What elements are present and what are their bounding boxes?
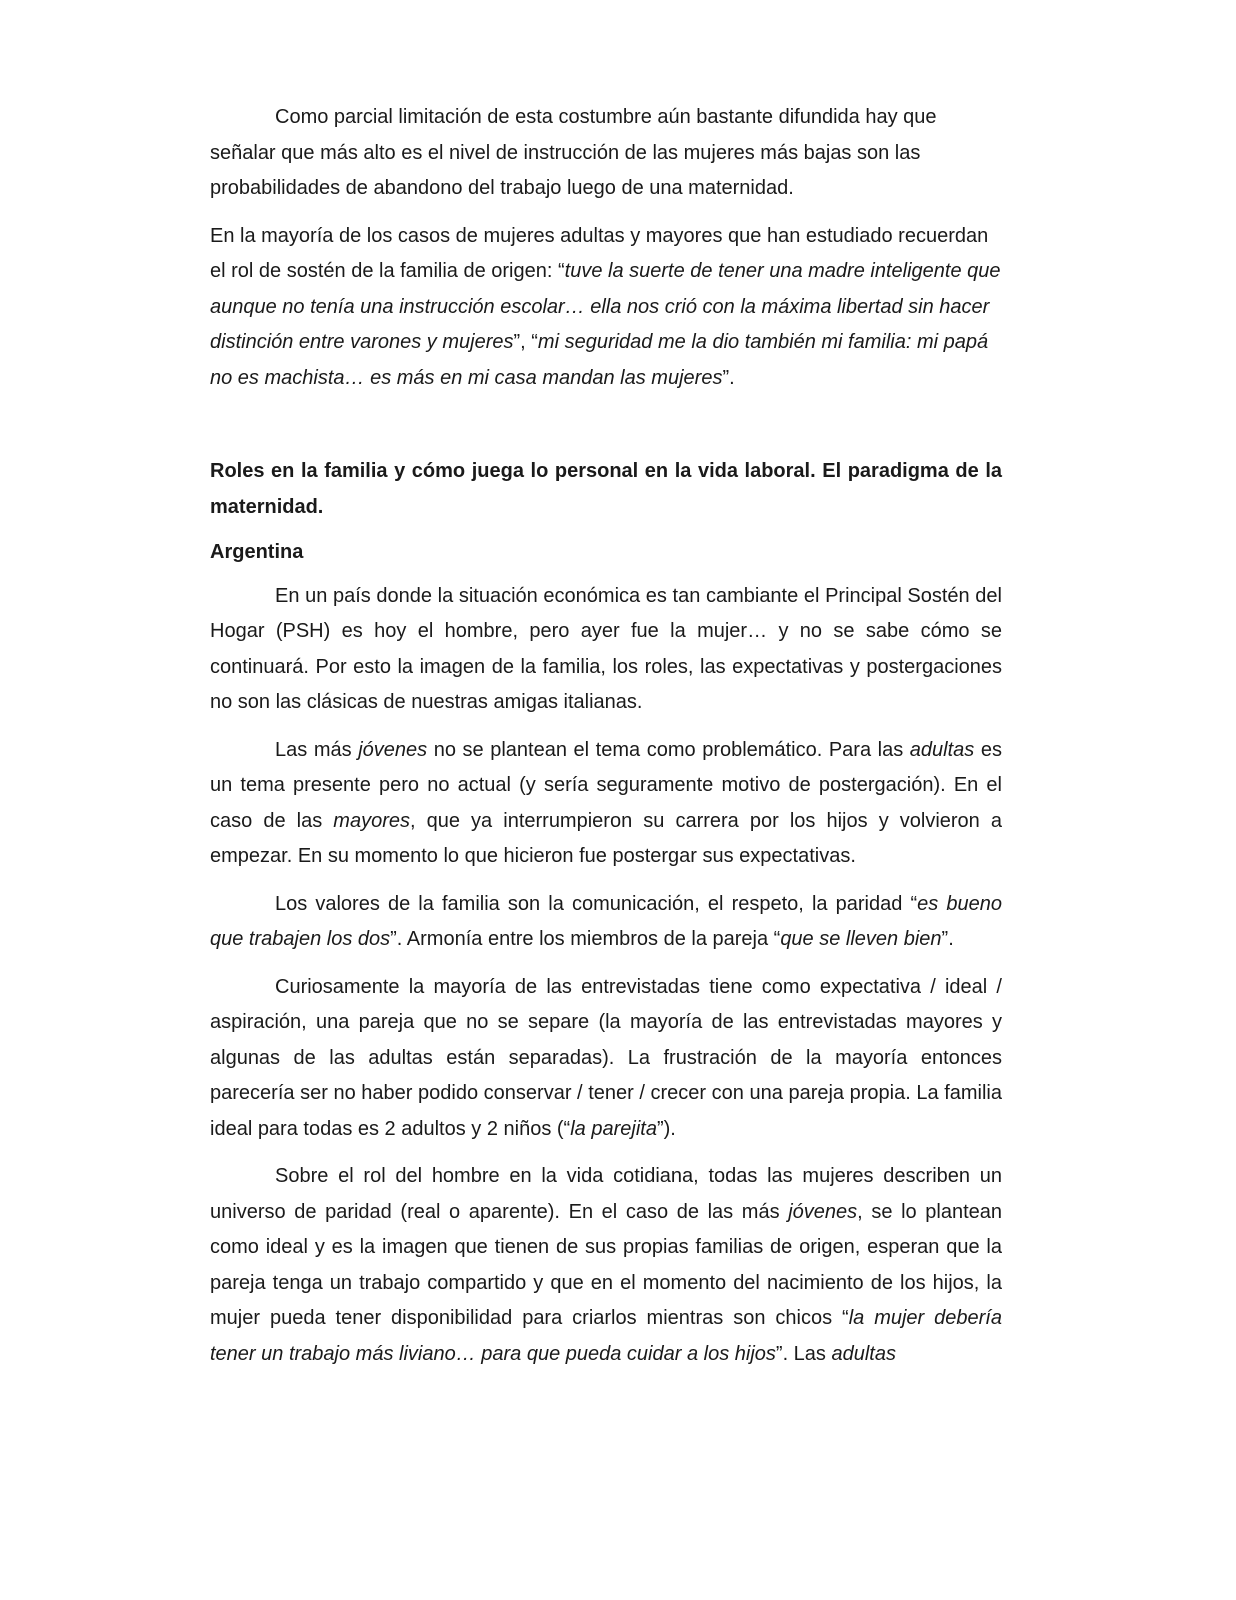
- text-segment: Los valores de la familia son la comunicación, el respeto, la paridad “: [275, 892, 918, 915]
- text-segment: no se plantean el tema como problemático. Para las: [427, 738, 910, 761]
- text-segment: ”.: [941, 928, 954, 950]
- term-jovenes: jóvenes: [788, 1200, 858, 1223]
- text-segment: ”. Armonía entre los miembros de la pareja “: [390, 928, 781, 950]
- term-mayores: mayores: [333, 809, 410, 832]
- text-segment: , se lo plantean como ideal y es la imagen que tienen de sus propias familias de origen, esperan que la pareja tenga un trabajo compartido y que en el momento del nacimiento de los hijos, la mujer pueda tener disponibilidad para criarlos mientras son chicos “: [210, 1200, 1003, 1329]
- quote-parejita: la parejita: [570, 1117, 657, 1140]
- text-segment: ”. Las: [775, 1342, 832, 1365]
- paragraph-age-groups: [210, 733, 1002, 875]
- text-segment: ”, “: [513, 331, 538, 353]
- text-segment: Curiosamente la mayoría de las entrevistadas tiene como expectativa / ideal / aspiración, una pareja que no se separe (la mayoría de las entrevistadas mayores y algunas de las adultas están separadas). La frustración de la mayoría entonces parecería ser no haber podido conservar / tener / crecer con una pareja propia. La familia ideal para todas es 2 adultos y 2 niños (“: [210, 975, 1002, 1140]
- document-page: [210, 100, 1002, 1384]
- quote-work-both: es bueno que trabajen los dos: [210, 892, 1003, 950]
- paragraph-role-of-man: [210, 1159, 1002, 1372]
- paragraph-family-support: [210, 219, 1002, 397]
- quote-family-security: mi seguridad me la dio también mi familia: mi papá no es machista… es más en mi casa mandan las mujeres: [210, 331, 989, 389]
- term-adultas: adultas: [909, 738, 975, 761]
- term-adultas: adultas: [831, 1342, 896, 1365]
- section-subheading: Argentina: [210, 541, 304, 563]
- text-segment: , que ya interrumpieron su carrera por los hijos y volvieron a empezar. En su momento lo que hicieron fue postergar sus expectativas.: [210, 809, 1003, 867]
- paragraph-family-values: [210, 887, 1002, 958]
- text-segment: Sobre el rol del hombre en la vida cotidiana, todas las mujeres describen un universo de paridad (real o aparente). En el caso de las más: [210, 1165, 1002, 1223]
- paragraph-economic-situation: En un país donde la situación económica es tan cambiante el Principal Sostén del Hogar (PSH) es hoy el hombre, pero ayer fue la mujer… y no se sabe cómo se continuará. Por esto la imagen de la familia, los roles, las expectativas y postergaciones no son las clásicas de nuestras amigas italianas.: [210, 584, 1002, 713]
- term-jovenes: jóvenes: [358, 738, 428, 761]
- text-segment: ”.: [722, 366, 735, 389]
- quote-get-along: que se lleven bien: [780, 928, 942, 950]
- quote-lighter-work: la mujer debería tener un trabajo más liviano… para que pueda cuidar a los hijos: [210, 1307, 1002, 1365]
- text-segment: es un tema presente pero no actual (y sería seguramente motivo de postergación). En el caso de las: [210, 738, 1002, 832]
- text-segment: En la mayoría de los casos de mujeres adultas y mayores que han estudiado recuerdan el rol de sostén de la familia de origen: “: [210, 224, 989, 282]
- paragraph-ideal-couple: [210, 970, 1002, 1148]
- paragraph-instruction-level: Como parcial limitación de esta costumbre aún bastante difundida hay que señalar que más alto es el nivel de instrucción de las mujeres más bajas son las probabilidades de abandono del trabajo luego de una maternidad.: [210, 106, 937, 199]
- text-segment: ”).: [656, 1117, 676, 1140]
- quote-mother: tuve la suerte de tener una madre inteligente que aunque no tenía una instrucción escolar… ella nos crió con la máxima libertad sin hacer distinción entre varones y mujeres: [210, 260, 1001, 353]
- section-heading: Roles en la familia y cómo juega lo personal en la vida laboral. El paradigma de la maternidad.: [210, 460, 1002, 518]
- text-segment: Las más: [275, 738, 359, 761]
